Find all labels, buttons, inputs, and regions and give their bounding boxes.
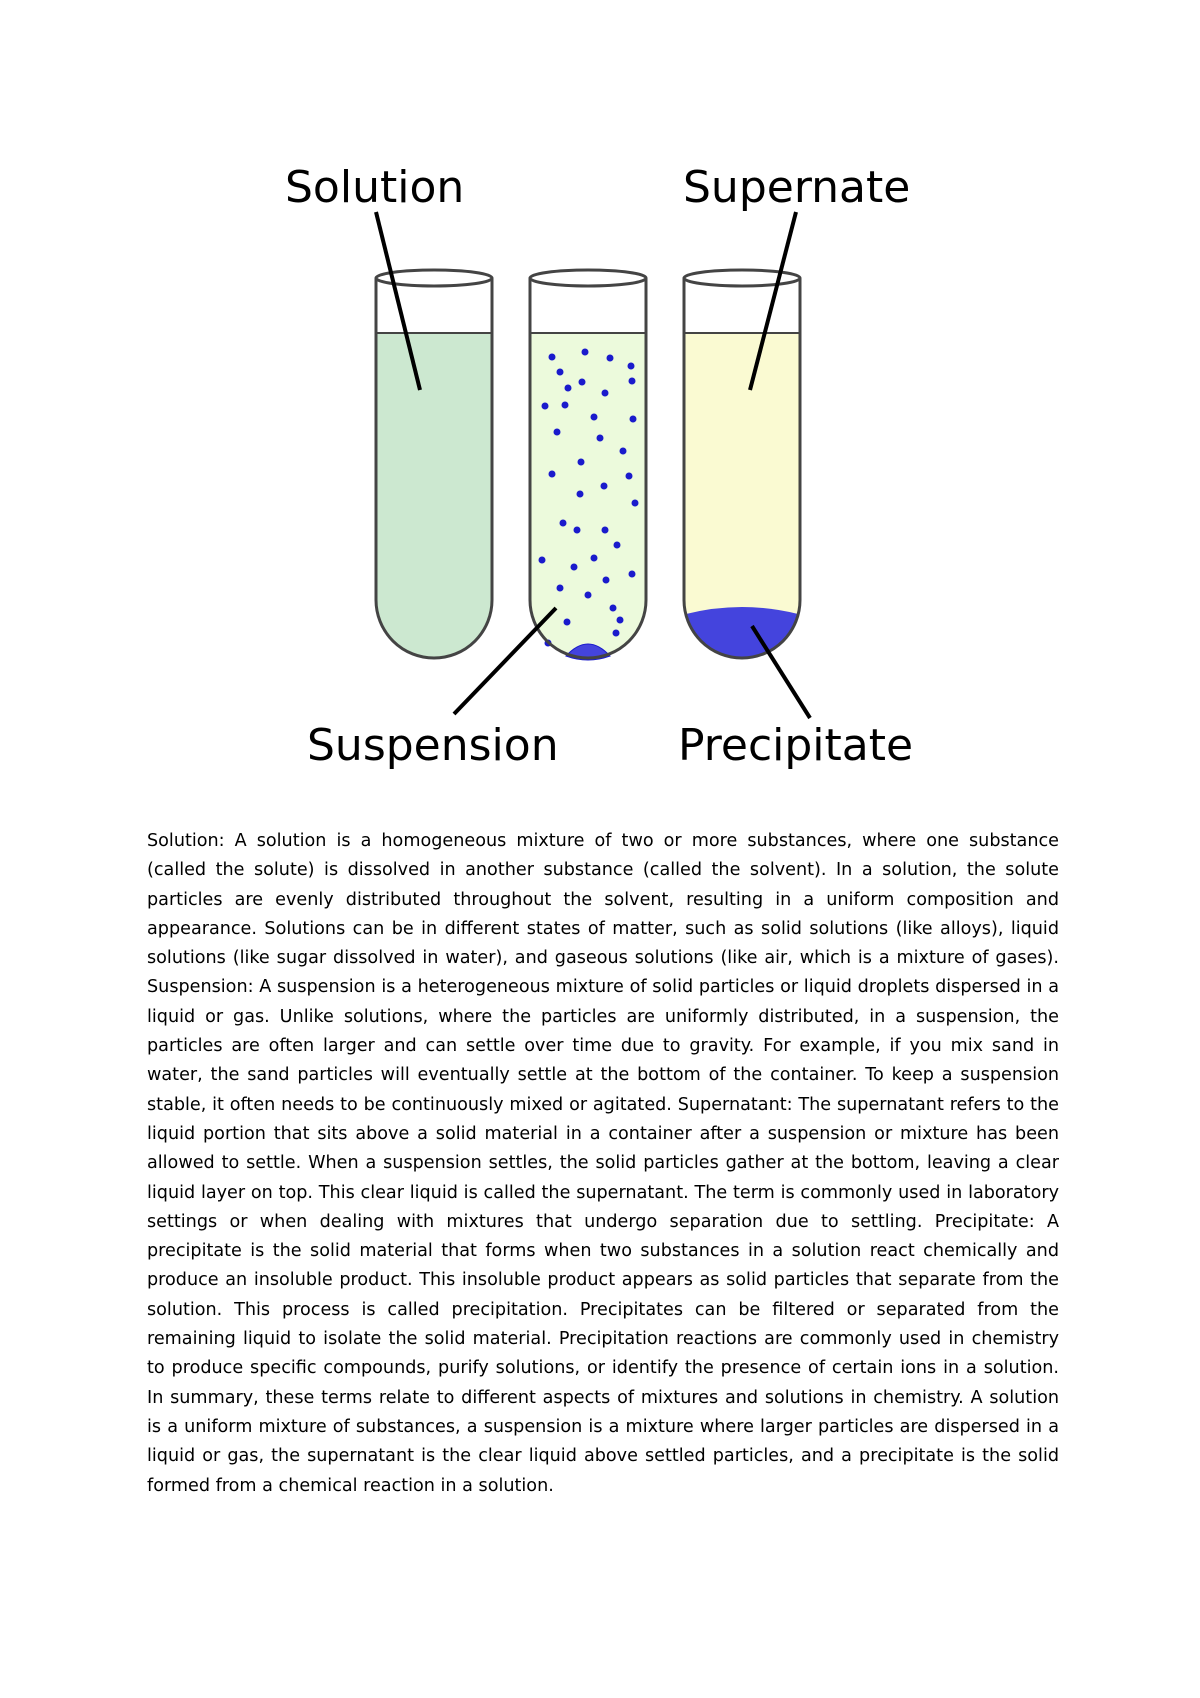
body-paragraph: Solution: A solution is a homogeneous mixture of two or more substances, where one substance (called the solute) is dissolved in another substance (called the solvent). In a solution, the solute particles are evenly distributed throughout the solvent, resulting in a uniform composition and appearance. Solutions can be in different states of matter, such as solid solutions (like alloys), liquid solutions (like sugar dissolved in water), and gaseous solutions (like air, which is a mixture of gases). Suspension: A suspension is a heterogeneous mixture of solid particles or liquid droplets dispersed in a liquid or gas. Unlike solutions, where the particles are uniformly distributed, in a suspension, the particles are often larger and can settle over time due to gravity. For example, if you mix sand in water, the sand particles will eventually settle at the bottom of the container. To keep a suspension stable, it often needs to be continuously mixed or agitated. Supernatant: The supernatant refers to the liquid portion that sits above a solid material in a container after a suspension or mixture has been allowed to settle. When a suspension settles, the solid particles gather at the bottom, leaving a clear liquid layer on top. This clear liquid is called the supernatant. The term is commonly used in laboratory settings or when dealing with mixtures that undergo separation due to settling. Precipitate: A precipitate is the solid material that forms when two substances in a solution react chemically and produce an insoluble product. This insoluble product appears as solid particles that separate from the solution. This process is called precipitation. Precipitates can be filtered or separated from the remaining liquid to isolate the solid material. Precipitation reactions are commonly used in chemistry to produce specific compounds, purify solutions, or identify the presence of certain ions in a solution. In summary, these terms relate to different aspects of mixtures and solutions in chemistry. A solution is a uniform mixture of substances, a suspension is a mixture where larger particles are dispersed in a liquid or gas, the supernatant is the clear liquid above settled particles, and a precipitate is the solid formed from a chemical reaction in a solution.	[147, 831, 1059, 1496]
precipitate-tube-rim	[684, 270, 800, 286]
suspension-label: Suspension	[307, 720, 559, 771]
suspension-tube-rim	[530, 270, 646, 286]
supernate-label: Supernate	[683, 162, 911, 213]
suspension-tube	[530, 270, 646, 660]
solution-tube	[376, 270, 492, 658]
precipitate-tube	[684, 270, 800, 658]
precipitate-layer	[686, 607, 798, 657]
test-tube-diagram	[0, 0, 1200, 800]
solution-liquid	[376, 333, 492, 658]
solution-label: Solution	[285, 162, 465, 213]
precipitate-label: Precipitate	[678, 720, 914, 771]
